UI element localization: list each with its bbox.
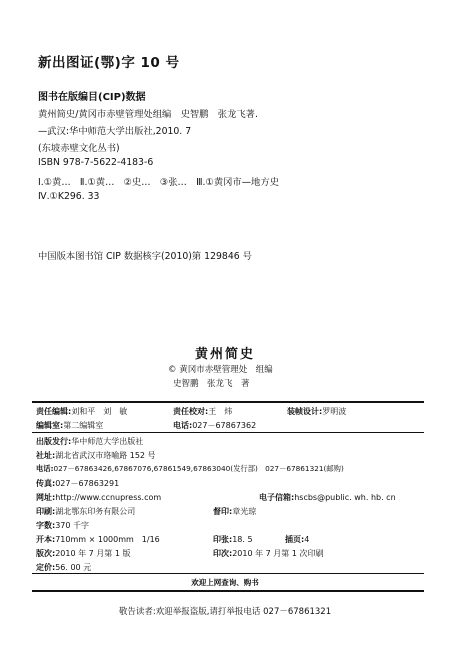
printing-row: 印次:2010 年 7 月第 1 次印刷 bbox=[213, 549, 324, 558]
online-slogan: 欢迎上网查询、购书 bbox=[191, 578, 259, 587]
email-row: 电子信箱:hscbs@public. wh. hb. cn bbox=[259, 493, 396, 502]
cip-line: Ⅳ.①K296. 33 bbox=[38, 191, 100, 202]
plates-row: 插页:4 bbox=[285, 535, 310, 544]
fax-row: 传真:027－67863291 bbox=[36, 479, 120, 488]
website-row: 网址:http://www.ccnupress.com bbox=[36, 493, 162, 502]
format-row: 开本:710mm × 1000mm 1/16 bbox=[36, 535, 160, 544]
editorial-room-row: 编辑室:第二编辑室 bbox=[36, 421, 104, 430]
supervisor-row: 督印:章光琼 bbox=[213, 507, 257, 516]
cip-title: 图书在版编目(CIP)数据 bbox=[38, 92, 146, 103]
publication-permit: 新出图证(鄂)字 10 号 bbox=[38, 55, 180, 71]
divider-bottom bbox=[32, 573, 424, 574]
tel-row: 电话:027－67867362 bbox=[173, 421, 257, 430]
proof-row: 责任校对:王 炜 bbox=[173, 407, 233, 416]
cip-line: Ⅰ.①黄… Ⅱ.①黄… ②史… ③张… Ⅲ.①黄冈市—地方史 bbox=[38, 177, 279, 188]
book-title: 黄州简史 bbox=[194, 347, 255, 362]
printer-row: 印刷:湖北鄂东印务有限公司 bbox=[36, 507, 136, 516]
anti-piracy-notice: 敬告读者:欢迎举报盗版,请打举报电话 027－67861321 bbox=[118, 607, 332, 617]
divider-mid bbox=[32, 432, 424, 433]
editor-row: 责任编辑:刘和平 刘 敏 bbox=[36, 407, 128, 416]
price-row: 定价:56. 00 元 bbox=[36, 563, 92, 572]
divider-top bbox=[32, 401, 424, 403]
edition-row: 版次:2010 年 7 月第 1 版 bbox=[36, 549, 131, 558]
cip-line: 黄州简史/黄冈市赤壁管理处组编 史智鹏 张龙飞著. bbox=[38, 109, 258, 120]
design-row: 装帧设计:罗明波 bbox=[287, 407, 347, 416]
tel-list-row: 电话:027－67863426,67867076,67861549,67863040(发行部) 027－67861321(邮购) bbox=[36, 464, 344, 473]
cip-isbn: ISBN 978-7-5622-4183-6 bbox=[38, 157, 154, 168]
sheets-row: 印张:18. 5 bbox=[213, 535, 253, 544]
word-count-row: 字数:370 千字 bbox=[36, 521, 90, 530]
divider-end bbox=[32, 590, 424, 592]
cip-line: —武汉:华中师范大学出版社,2010. 7 bbox=[38, 126, 192, 137]
cip-record-number: 中国版本图书馆 CIP 数据核字(2010)第 129846 号 bbox=[38, 251, 252, 262]
address-row: 社址:湖北省武汉市珞喻路 152 号 bbox=[36, 451, 156, 460]
author-line: 史智鹏 张龙飞 著 bbox=[173, 379, 250, 389]
compiler-line: © 黄冈市赤壁管理处 组编 bbox=[168, 365, 273, 375]
publisher-row: 出版发行:华中师范大学出版社 bbox=[36, 437, 144, 446]
cip-line: (东坡赤壁文化丛书) bbox=[38, 143, 120, 154]
